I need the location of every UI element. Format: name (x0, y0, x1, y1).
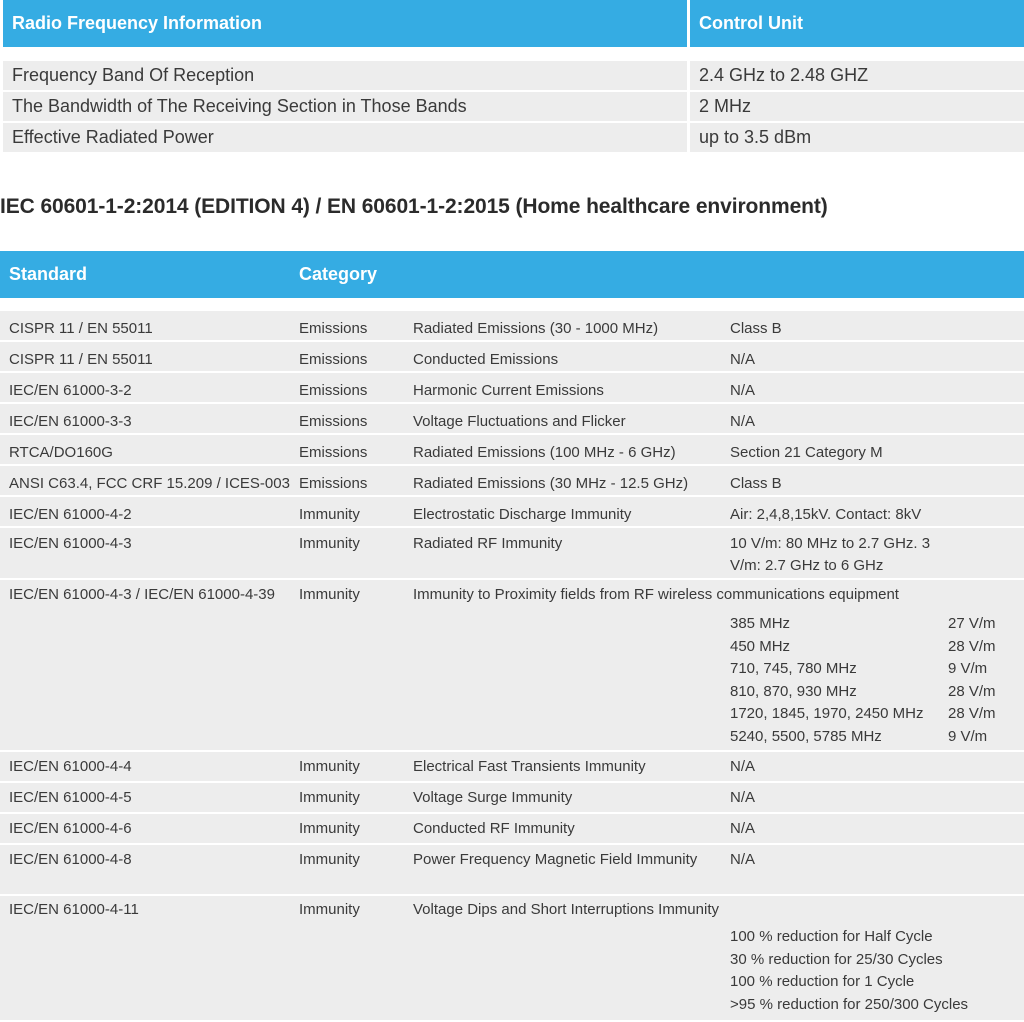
list-item (730, 681, 1020, 704)
cell-test: Electrical Fast Transients Immunity (413, 758, 646, 775)
level-value: 28 V/m (948, 682, 996, 700)
cell-category: Immunity (299, 851, 360, 868)
table-row (0, 528, 1024, 578)
table-row (0, 814, 1024, 843)
rf-info-table (3, 0, 1024, 154)
cell-category: Immunity (299, 901, 360, 918)
rf-cell-value: 2.4 GHz to 2.48 GHZ (690, 61, 1024, 90)
list-item: >95 % reduction for 250/300 Cycles (730, 995, 969, 1013)
rf-table-header (3, 0, 1024, 47)
cell-test: Electrostatic Discharge Immunity (413, 506, 632, 523)
cell-result: Class B (730, 475, 782, 492)
header-category: Category (299, 264, 378, 284)
cell-result: N/A (730, 382, 756, 399)
iec-table-body (0, 311, 1024, 1022)
list-item (730, 658, 1020, 681)
table-row (0, 580, 1024, 750)
cell-standard: IEC/EN 61000-3-2 (9, 382, 132, 399)
rf-cell-value: 2 MHz (690, 92, 1024, 121)
table-row (0, 783, 1024, 812)
rf-cell-value: up to 3.5 dBm (690, 123, 1024, 152)
cell-category: Emissions (299, 320, 368, 337)
level-value: 28 V/m (948, 705, 996, 722)
cell-test: Voltage Fluctuations and Flicker (413, 413, 626, 430)
cell-category: Emissions (299, 475, 368, 492)
list-item (730, 636, 1020, 659)
cell-result: N/A (730, 351, 756, 368)
level-value: 9 V/m (948, 660, 988, 677)
rf-header-control-unit: Control Unit (690, 0, 1024, 47)
level-value: 9 V/m (948, 727, 988, 745)
table-row (0, 466, 1024, 495)
table-row (0, 342, 1024, 371)
cell-test: Power Frequency Magnetic Field Immunity (413, 851, 698, 868)
cell-test: Radiated RF Immunity (413, 535, 563, 552)
cell-category: Emissions (299, 351, 368, 368)
cell-standard: IEC/EN 61000-4-3 / IEC/EN 61000-4-39 (9, 586, 275, 603)
table-row (0, 752, 1024, 781)
cell-category: Immunity (299, 586, 360, 603)
table-row (0, 435, 1024, 464)
cell-standard: IEC/EN 61000-4-5 (9, 789, 132, 806)
section-title: IEC 60601-1-2:2014 (EDITION 4) / EN 60601-1-2:2015 (Home healthcare environment) (0, 195, 828, 218)
list-item (730, 703, 1020, 726)
cell-result: 10 V/m: 80 MHz to 2.7 GHz. 3 V/m: 2.7 GHz to 6 GHz (730, 535, 931, 574)
cell-category: Emissions (299, 444, 368, 461)
table-row (0, 373, 1024, 402)
level-value: 27 V/m (948, 615, 996, 632)
cell-result: Air: 2,4,8,15kV. Contact: 8kV (730, 506, 922, 523)
cell-standard: IEC/EN 61000-4-11 (9, 901, 139, 918)
rf-cell-label: Frequency Band Of Reception (3, 61, 687, 90)
cell-category: Immunity (299, 820, 360, 837)
table-row (0, 497, 1024, 526)
table-row (0, 896, 1024, 1020)
rf-cell-label: The Bandwidth of The Receiving Section in Those Bands (3, 92, 687, 121)
cell-test: Harmonic Current Emissions (413, 382, 604, 399)
table-row (0, 311, 1024, 340)
level-frequency: 385 MHz (730, 615, 791, 632)
cell-category: Immunity (299, 758, 360, 775)
table-row (3, 92, 1024, 121)
cell-result: Class B (730, 320, 782, 337)
cell-test: Voltage Surge Immunity (413, 789, 573, 806)
list-item (730, 613, 1020, 636)
level-value: 28 V/m (948, 637, 996, 655)
iec-table-header (0, 251, 1024, 298)
cell-standard: IEC/EN 61000-4-6 (9, 820, 132, 837)
cell-result: N/A (730, 851, 756, 868)
cell-result: Section 21 Category M (730, 444, 883, 461)
cell-standard: IEC/EN 61000-4-3 (9, 535, 132, 552)
cell-standard: IEC/EN 61000-4-2 (9, 506, 132, 523)
cell-test: Radiated Emissions (30 MHz - 12.5 GHz) (413, 475, 689, 492)
cell-test: Conducted Emissions (413, 351, 559, 368)
rf-header-info: Radio Frequency Information (3, 0, 687, 47)
list-item: 30 % reduction for 25/30 Cycles (730, 950, 943, 968)
list-item (730, 726, 1020, 749)
cell-standard: IEC/EN 61000-4-4 (9, 758, 132, 775)
cell-result: N/A (730, 820, 756, 837)
cell-category: Emissions (299, 413, 368, 430)
level-frequency: 1720, 1845, 1970, 2450 MHz (730, 705, 924, 722)
proximity-levels-list (730, 613, 1020, 748)
table-row (0, 404, 1024, 433)
cell-standard: CISPR 11 / EN 55011 (9, 320, 153, 337)
voltage-dip-reductions-list (730, 926, 968, 1016)
cell-standard: IEC/EN 61000-3-3 (9, 413, 132, 430)
cell-result: N/A (730, 789, 756, 806)
level-frequency: 810, 870, 930 MHz (730, 682, 857, 700)
level-frequency: 710, 745, 780 MHz (730, 660, 857, 677)
level-frequency: 5240, 5500, 5785 MHz (730, 727, 882, 745)
table-row (0, 845, 1024, 894)
table-row (3, 61, 1024, 90)
header-standard: Standard (9, 264, 88, 284)
cell-test: Voltage Dips and Short Interruptions Immunity (413, 901, 719, 918)
cell-test: Radiated Emissions (30 - 1000 MHz) (413, 320, 659, 337)
level-frequency: 450 MHz (730, 637, 791, 655)
cell-standard: IEC/EN 61000-4-8 (9, 851, 132, 868)
cell-result: N/A (730, 758, 756, 775)
cell-test: Immunity to Proximity fields from RF wireless communications equipment (413, 586, 899, 603)
cell-category: Immunity (299, 535, 360, 552)
table-row (3, 123, 1024, 152)
cell-category: Immunity (299, 506, 360, 523)
list-item: 100 % reduction for 1 Cycle (730, 973, 915, 990)
cell-standard: ANSI C63.4, FCC CRF 15.209 / ICES-003 (9, 475, 290, 492)
cell-test: Conducted RF Immunity (413, 820, 575, 837)
cell-standard: CISPR 11 / EN 55011 (9, 351, 153, 368)
cell-category: Emissions (299, 382, 368, 399)
rf-cell-label: Effective Radiated Power (3, 123, 687, 152)
cell-category: Immunity (299, 789, 360, 806)
cell-standard: RTCA/DO160G (9, 444, 113, 461)
list-item: 100 % reduction for Half Cycle (730, 928, 933, 945)
cell-test: Radiated Emissions (100 MHz - 6 GHz) (413, 444, 676, 461)
cell-result: N/A (730, 413, 756, 430)
